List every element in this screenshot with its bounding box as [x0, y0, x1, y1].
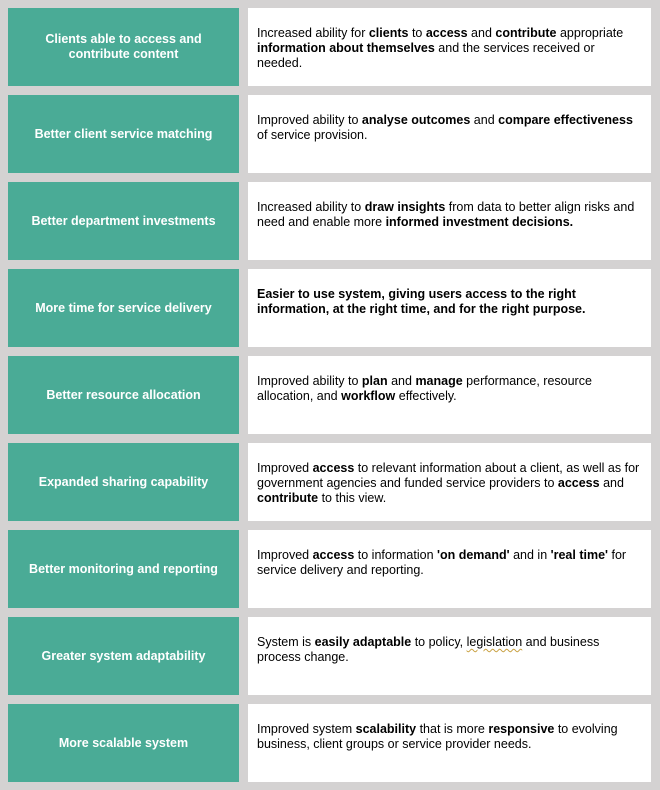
- benefit-description: [248, 617, 651, 695]
- bold-text: access: [557, 476, 600, 490]
- text-run: to: [408, 26, 426, 40]
- benefit-label: More scalable system: [8, 704, 239, 782]
- benefit-label: Greater system adaptability: [8, 617, 239, 695]
- benefit-description: [248, 443, 651, 521]
- text-run: Improved system: [257, 722, 356, 736]
- bold-text: responsive: [488, 722, 555, 736]
- text-run: of service provision.: [257, 128, 368, 142]
- bold-text: clients: [368, 26, 409, 40]
- benefit-label: Better client service matching: [8, 95, 239, 173]
- text-run: and: [387, 374, 416, 388]
- benefit-description: [248, 95, 651, 173]
- benefit-description-text: [257, 113, 641, 143]
- text-run: to this view.: [318, 491, 387, 505]
- text-run: System is: [257, 635, 315, 649]
- benefits-table: [8, 8, 651, 782]
- text-run: and: [599, 476, 624, 490]
- benefit-row: [8, 356, 651, 434]
- bold-text: manage: [415, 374, 463, 388]
- bold-text: Easier to use system, giving users access to the right information, at the right time, and for the right purpose.: [257, 287, 586, 316]
- benefit-row: [8, 704, 651, 782]
- benefit-description-text: [257, 374, 641, 404]
- bold-text: plan: [361, 374, 388, 388]
- benefit-row: [8, 530, 651, 608]
- benefit-row: [8, 182, 651, 260]
- text-run: Improved ability to: [257, 113, 362, 127]
- benefit-description: [248, 182, 651, 260]
- text-run: legislation: [466, 635, 523, 649]
- text-run: and: [467, 26, 496, 40]
- text-run: performance, resource allocation, and: [257, 374, 592, 403]
- text-run: Improved ability to: [257, 374, 362, 388]
- bold-text: scalability: [355, 722, 417, 736]
- text-run: for service delivery and reporting.: [257, 548, 627, 577]
- text-run: from data to better align risks and need and enable more: [257, 200, 635, 229]
- benefit-row: [8, 269, 651, 347]
- text-run: to relevant information about a client, as well as for government agencies and funded service providers to: [257, 461, 640, 490]
- benefit-row: [8, 443, 651, 521]
- text-run: and business process change.: [257, 635, 600, 664]
- benefit-description: [248, 356, 651, 434]
- benefit-description: [248, 530, 651, 608]
- bold-text: easily adaptable: [314, 635, 412, 649]
- text-run: Improved: [257, 461, 313, 475]
- bold-text: informed investment decisions.: [385, 215, 574, 229]
- benefit-row: [8, 8, 651, 86]
- benefit-description-text: [257, 722, 641, 752]
- bold-text: contribute: [495, 26, 557, 40]
- bold-text: contribute: [257, 491, 319, 505]
- benefit-description: [248, 704, 651, 782]
- benefit-description-text: [257, 26, 641, 71]
- bold-text: access: [312, 461, 355, 475]
- benefit-label: Better resource allocation: [8, 356, 239, 434]
- benefit-description-text: [257, 287, 641, 317]
- benefit-label: Better department investments: [8, 182, 239, 260]
- bold-text: 'real time': [550, 548, 609, 562]
- bold-text: access: [425, 26, 468, 40]
- bold-text: access: [312, 548, 355, 562]
- benefit-label: More time for service delivery: [8, 269, 239, 347]
- bold-text: draw insights: [364, 200, 446, 214]
- text-run: effectively.: [395, 389, 457, 403]
- bold-text: information about themselves: [257, 41, 435, 55]
- text-run: to evolving business, client groups or service provider needs.: [257, 722, 618, 751]
- bold-text: analyse outcomes: [361, 113, 471, 127]
- bold-text: 'on demand': [437, 548, 510, 562]
- bold-text: workflow: [341, 389, 396, 403]
- text-run: Increased ability to: [257, 200, 365, 214]
- benefit-description: [248, 8, 651, 86]
- text-run: that is more: [416, 722, 489, 736]
- text-run: appropriate: [556, 26, 624, 40]
- bold-text: compare effectiveness: [498, 113, 633, 127]
- benefit-label: Clients able to access and contribute content: [8, 8, 239, 86]
- benefit-label: Better monitoring and reporting: [8, 530, 239, 608]
- benefit-description-text: [257, 461, 641, 506]
- text-run: Improved: [257, 548, 313, 562]
- benefit-description: [248, 269, 651, 347]
- text-run: and in: [509, 548, 551, 562]
- text-run: and the services received or needed.: [257, 41, 595, 70]
- benefit-row: [8, 95, 651, 173]
- text-run: to information: [354, 548, 437, 562]
- text-run: Increased ability for: [257, 26, 369, 40]
- text-run: and: [470, 113, 499, 127]
- text-run: to policy,: [411, 635, 467, 649]
- benefit-description-text: [257, 200, 641, 230]
- benefit-description-text: [257, 635, 641, 665]
- benefit-description-text: [257, 548, 641, 578]
- benefit-label: Expanded sharing capability: [8, 443, 239, 521]
- benefit-row: [8, 617, 651, 695]
